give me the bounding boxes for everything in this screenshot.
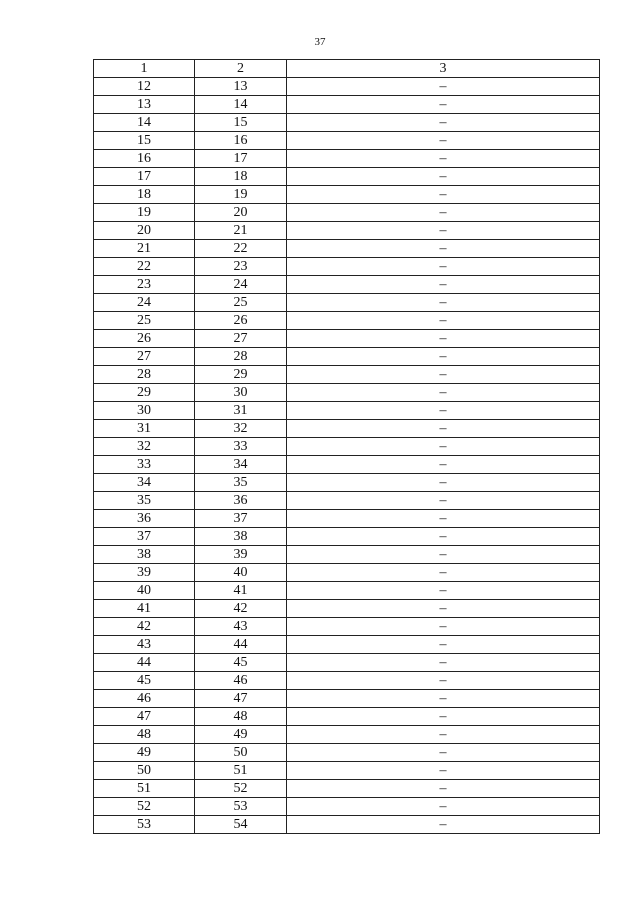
table-cell-col-1: 19 (94, 204, 195, 222)
table-cell-col-1: 46 (94, 690, 195, 708)
table-cell-col-1: 52 (94, 798, 195, 816)
table-cell-col-1: 40 (94, 582, 195, 600)
table-row (94, 114, 600, 132)
table-cell-col-3: – (287, 726, 600, 744)
table-cell-col-2: 50 (195, 744, 287, 762)
table-cell-col-3: – (287, 132, 600, 150)
table-cell-col-1: 15 (94, 132, 195, 150)
table-cell-col-3: – (287, 240, 600, 258)
table-row (94, 744, 600, 762)
table-cell-col-2: 29 (195, 366, 287, 384)
table-cell-col-3: – (287, 420, 600, 438)
table-cell-col-1: 24 (94, 294, 195, 312)
table-cell-col-1: 39 (94, 564, 195, 582)
table-cell-col-1: 32 (94, 438, 195, 456)
table-cell-col-3: – (287, 150, 600, 168)
table-cell-col-2: 37 (195, 510, 287, 528)
table-cell-col-2: 53 (195, 798, 287, 816)
table-cell-col-1: 23 (94, 276, 195, 294)
table-cell-col-2: 33 (195, 438, 287, 456)
table-cell-col-2: 39 (195, 546, 287, 564)
table-cell-col-1: 47 (94, 708, 195, 726)
table-cell-col-3: – (287, 636, 600, 654)
table-row (94, 564, 600, 582)
table-cell-col-3: – (287, 294, 600, 312)
table-cell-col-1: 41 (94, 600, 195, 618)
table-cell-col-3: – (287, 114, 600, 132)
table-cell-col-3: – (287, 546, 600, 564)
table-row (94, 600, 600, 618)
table-cell-col-2: 52 (195, 780, 287, 798)
table-cell-col-1: 20 (94, 222, 195, 240)
table-cell-col-3: – (287, 204, 600, 222)
table-cell-col-3: – (287, 816, 600, 834)
table-cell-col-2: 21 (195, 222, 287, 240)
table-cell-col-2: 28 (195, 348, 287, 366)
table-cell-col-2: 16 (195, 132, 287, 150)
table-cell-col-3: – (287, 672, 600, 690)
table-cell-col-3: – (287, 780, 600, 798)
table-row (94, 708, 600, 726)
table-cell-col-3: – (287, 708, 600, 726)
table-row (94, 420, 600, 438)
table-cell-col-2: 18 (195, 168, 287, 186)
table-cell-col-3: – (287, 384, 600, 402)
table-cell-col-2: 24 (195, 276, 287, 294)
table-cell-col-2: 22 (195, 240, 287, 258)
table-cell-col-3: – (287, 348, 600, 366)
table-cell-col-2: 54 (195, 816, 287, 834)
data-table (93, 59, 600, 834)
table-cell-col-2: 44 (195, 636, 287, 654)
table-cell-col-2: 32 (195, 420, 287, 438)
table-cell-col-3: – (287, 168, 600, 186)
table-row (94, 618, 600, 636)
column-header-3: 3 (287, 60, 600, 78)
table-row (94, 204, 600, 222)
table-cell-col-2: 30 (195, 384, 287, 402)
table-cell-col-3: – (287, 510, 600, 528)
table-cell-col-3: – (287, 402, 600, 420)
table-cell-col-3: – (287, 96, 600, 114)
table-cell-col-1: 16 (94, 150, 195, 168)
table-cell-col-2: 23 (195, 258, 287, 276)
table-cell-col-1: 30 (94, 402, 195, 420)
page-number: 37 (314, 36, 326, 48)
table-cell-col-2: 49 (195, 726, 287, 744)
table-cell-col-2: 43 (195, 618, 287, 636)
table-cell-col-2: 42 (195, 600, 287, 618)
table-row (94, 222, 600, 240)
table-cell-col-1: 12 (94, 78, 195, 96)
table-cell-col-3: – (287, 762, 600, 780)
table-cell-col-2: 14 (195, 96, 287, 114)
column-header-1: 1 (94, 60, 195, 78)
table-row (94, 816, 600, 834)
table-cell-col-3: – (287, 744, 600, 762)
table-cell-col-1: 26 (94, 330, 195, 348)
table-row (94, 546, 600, 564)
table-row (94, 240, 600, 258)
table-cell-col-1: 53 (94, 816, 195, 834)
table-row (94, 330, 600, 348)
table-cell-col-3: – (287, 456, 600, 474)
table-row (94, 258, 600, 276)
table-cell-col-3: – (287, 582, 600, 600)
table-cell-col-1: 18 (94, 186, 195, 204)
table-cell-col-2: 38 (195, 528, 287, 546)
table-row (94, 78, 600, 96)
table-row (94, 492, 600, 510)
table-cell-col-2: 20 (195, 204, 287, 222)
table-cell-col-1: 48 (94, 726, 195, 744)
table-row (94, 528, 600, 546)
table-cell-col-2: 17 (195, 150, 287, 168)
column-header-2: 2 (195, 60, 287, 78)
table-row (94, 384, 600, 402)
table-cell-col-1: 13 (94, 96, 195, 114)
table-cell-col-2: 35 (195, 474, 287, 492)
table-cell-col-3: – (287, 312, 600, 330)
table-cell-col-3: – (287, 528, 600, 546)
table-cell-col-1: 49 (94, 744, 195, 762)
table-cell-col-1: 14 (94, 114, 195, 132)
table-cell-col-2: 48 (195, 708, 287, 726)
table-cell-col-1: 50 (94, 762, 195, 780)
table-row (94, 726, 600, 744)
table-cell-col-3: – (287, 222, 600, 240)
table-cell-col-2: 25 (195, 294, 287, 312)
table-cell-col-2: 40 (195, 564, 287, 582)
table-row (94, 654, 600, 672)
table-cell-col-3: – (287, 600, 600, 618)
table-cell-col-3: – (287, 276, 600, 294)
table-cell-col-2: 13 (195, 78, 287, 96)
table-row (94, 402, 600, 420)
table-cell-col-2: 46 (195, 672, 287, 690)
table-cell-col-1: 17 (94, 168, 195, 186)
table-cell-col-2: 34 (195, 456, 287, 474)
table-cell-col-1: 43 (94, 636, 195, 654)
table-row (94, 168, 600, 186)
table-row (94, 690, 600, 708)
table-cell-col-1: 42 (94, 618, 195, 636)
table-cell-col-3: – (287, 618, 600, 636)
table-cell-col-3: – (287, 330, 600, 348)
table-cell-col-1: 22 (94, 258, 195, 276)
table-cell-col-1: 35 (94, 492, 195, 510)
table-cell-col-1: 45 (94, 672, 195, 690)
table-row (94, 366, 600, 384)
table-row (94, 276, 600, 294)
table-cell-col-3: – (287, 492, 600, 510)
table-row (94, 798, 600, 816)
table-row (94, 132, 600, 150)
table-cell-col-1: 27 (94, 348, 195, 366)
table-body (94, 60, 600, 834)
table-row (94, 348, 600, 366)
table-cell-col-1: 51 (94, 780, 195, 798)
table-cell-col-1: 34 (94, 474, 195, 492)
table-row (94, 438, 600, 456)
table-cell-col-1: 21 (94, 240, 195, 258)
table-cell-col-3: – (287, 186, 600, 204)
table-cell-col-3: – (287, 798, 600, 816)
table-cell-col-1: 28 (94, 366, 195, 384)
table-row (94, 150, 600, 168)
table-row (94, 582, 600, 600)
table-cell-col-1: 36 (94, 510, 195, 528)
table-cell-col-3: – (287, 690, 600, 708)
table-row (94, 312, 600, 330)
table-header-row (94, 60, 600, 78)
table-cell-col-2: 45 (195, 654, 287, 672)
table-row (94, 510, 600, 528)
table-cell-col-2: 19 (195, 186, 287, 204)
table-cell-col-2: 41 (195, 582, 287, 600)
table-cell-col-1: 33 (94, 456, 195, 474)
table-cell-col-1: 29 (94, 384, 195, 402)
table-row (94, 456, 600, 474)
table-cell-col-2: 27 (195, 330, 287, 348)
table-cell-col-1: 44 (94, 654, 195, 672)
table-cell-col-1: 31 (94, 420, 195, 438)
table-cell-col-3: – (287, 78, 600, 96)
table-cell-col-2: 15 (195, 114, 287, 132)
table-row (94, 762, 600, 780)
table-cell-col-3: – (287, 474, 600, 492)
table-cell-col-2: 51 (195, 762, 287, 780)
table-cell-col-1: 38 (94, 546, 195, 564)
table-cell-col-2: 31 (195, 402, 287, 420)
table-row (94, 474, 600, 492)
table-cell-col-3: – (287, 654, 600, 672)
table-cell-col-2: 36 (195, 492, 287, 510)
table-row (94, 780, 600, 798)
table-row (94, 186, 600, 204)
table-row (94, 294, 600, 312)
table-cell-col-1: 37 (94, 528, 195, 546)
table-cell-col-3: – (287, 564, 600, 582)
table-cell-col-3: – (287, 438, 600, 456)
table-row (94, 96, 600, 114)
table-cell-col-3: – (287, 258, 600, 276)
table-row (94, 672, 600, 690)
table-row (94, 636, 600, 654)
table-cell-col-2: 26 (195, 312, 287, 330)
table-cell-col-2: 47 (195, 690, 287, 708)
table-cell-col-1: 25 (94, 312, 195, 330)
table-cell-col-3: – (287, 366, 600, 384)
